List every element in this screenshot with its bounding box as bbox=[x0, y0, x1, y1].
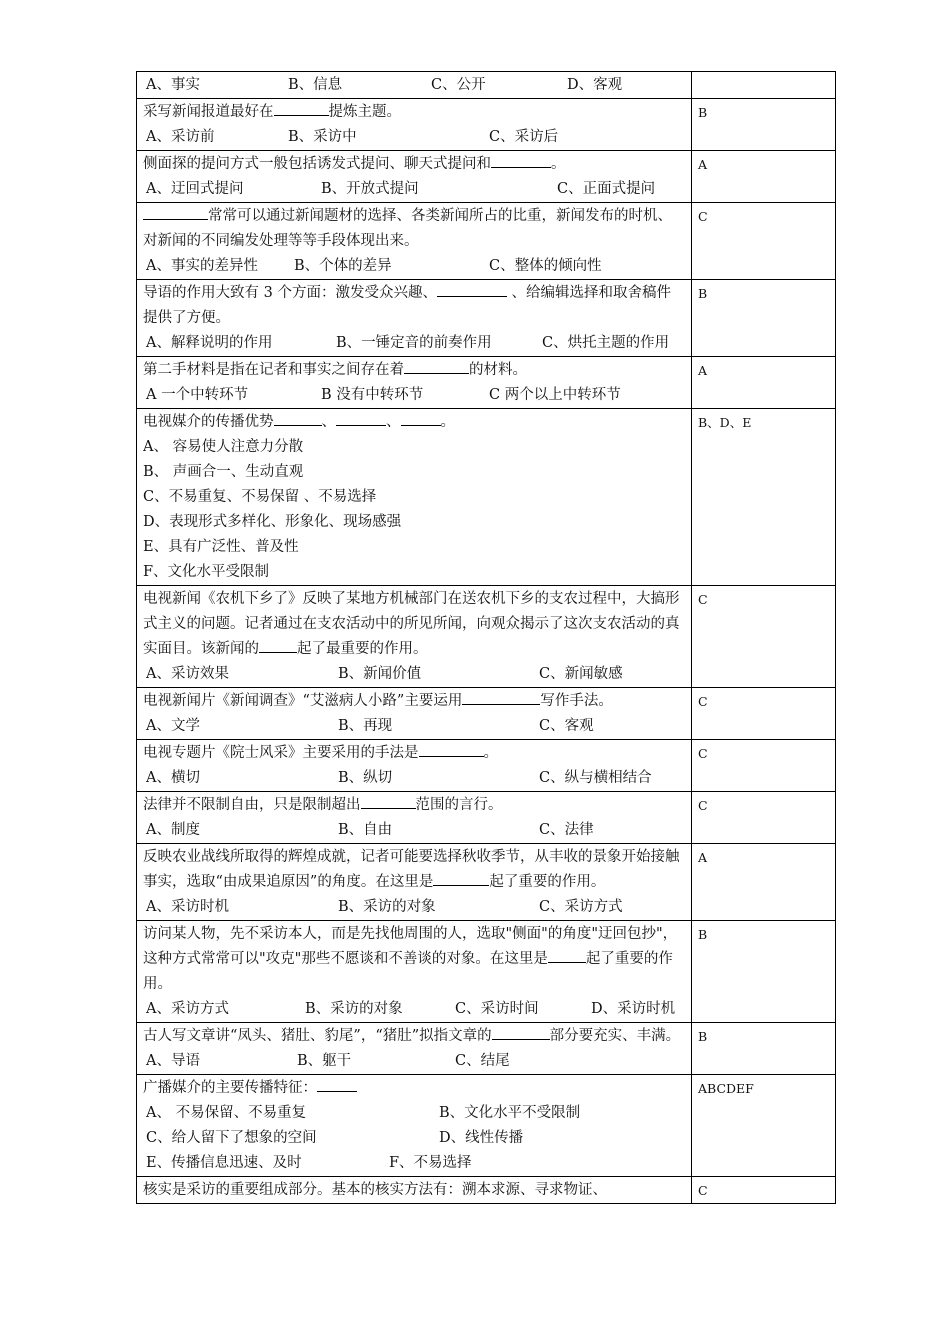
option-0: A 一个中转环节 bbox=[146, 387, 249, 403]
option-0: C、给人留下了想象的空间 bbox=[146, 1130, 317, 1146]
choice-item: E、具有广泛性、普及性 bbox=[143, 539, 299, 555]
question-text: 电视媒介的传播优势 、 、 。 bbox=[143, 410, 685, 435]
question-cell bbox=[137, 792, 692, 844]
question-cell bbox=[137, 844, 692, 921]
option-0: A、 不易保留、不易重复 bbox=[146, 1105, 307, 1121]
question-row bbox=[137, 586, 836, 688]
answer-blank bbox=[143, 205, 208, 220]
question-row bbox=[137, 740, 836, 792]
answer-cell: A bbox=[692, 151, 836, 203]
option-0: E、传播信息迅速、及时 bbox=[146, 1155, 302, 1171]
options-line bbox=[143, 1101, 685, 1126]
answer-blank bbox=[274, 101, 329, 116]
options-line bbox=[143, 383, 685, 408]
option-0: A、横切 bbox=[146, 770, 200, 786]
option-1: F、不易选择 bbox=[389, 1155, 472, 1171]
answer-blank bbox=[401, 411, 441, 426]
option-0: A、事实的差异性 bbox=[146, 258, 258, 274]
options-line bbox=[143, 331, 685, 356]
answer-cell: C bbox=[692, 586, 836, 688]
option-2: C、法律 bbox=[539, 822, 594, 838]
question-cell bbox=[137, 1075, 692, 1177]
question-cell bbox=[137, 151, 692, 203]
options-line bbox=[143, 895, 685, 920]
answer-blank bbox=[437, 282, 507, 297]
question-cell bbox=[137, 1177, 692, 1204]
option-2: C、新闻敏感 bbox=[539, 666, 623, 682]
option-1: B、文化水平不受限制 bbox=[439, 1105, 581, 1121]
question-row bbox=[137, 409, 836, 586]
option-1: B、采访的对象 bbox=[305, 1001, 403, 1017]
option-0: A、采访前 bbox=[146, 129, 215, 145]
question-text: 核实是采访的重要组成部分。基本的核实方法有：溯本求源、寻求物证、 bbox=[143, 1182, 607, 1198]
option-0: A、文学 bbox=[146, 718, 200, 734]
question-cell bbox=[137, 409, 692, 586]
answer-blank bbox=[491, 153, 551, 168]
question-row bbox=[137, 280, 836, 357]
answer-blank bbox=[336, 411, 386, 426]
options-line bbox=[143, 1151, 685, 1176]
options-line bbox=[143, 662, 685, 687]
option-0: A、制度 bbox=[146, 822, 200, 838]
options-line bbox=[143, 254, 685, 279]
question-row bbox=[137, 203, 836, 280]
question-text: 古人写文章讲“凤头、猪肚、豹尾”，“猪肚”拟指文章的 部分要充实、丰满。 bbox=[143, 1024, 685, 1049]
answer-blank bbox=[259, 638, 297, 653]
question-text: 电视新闻《农机下乡了》反映了某地方机械部门在送农机下乡的支农过程中，大搞形式主义的问题。记者通过在支农活动中的所见所闻，向观众揭示了这次支农活动的真实面目。该新闻的 起了最重要的作用。 bbox=[143, 591, 680, 657]
question-text: 采写新闻报道最好在 提炼主题。 bbox=[143, 100, 685, 125]
question-row bbox=[137, 921, 836, 1023]
choice-item: B、 声画合一、生动直观 bbox=[143, 464, 304, 480]
choice-item: F、文化水平受限制 bbox=[143, 564, 270, 580]
option-1: B、信息 bbox=[288, 77, 343, 93]
option-2: C、客观 bbox=[539, 718, 594, 734]
options-line bbox=[143, 1049, 685, 1074]
options-line bbox=[143, 73, 685, 98]
question-cell bbox=[137, 586, 692, 688]
question-cell bbox=[137, 1023, 692, 1075]
option-0: A、解释说明的作用 bbox=[146, 335, 273, 351]
answer-cell: C bbox=[692, 688, 836, 740]
question-cell bbox=[137, 72, 692, 99]
option-0: A、导语 bbox=[146, 1053, 200, 1069]
question-row bbox=[137, 357, 836, 409]
question-row bbox=[137, 844, 836, 921]
option-1: B、采访中 bbox=[288, 129, 357, 145]
option-2: C、纵与横相结合 bbox=[539, 770, 652, 786]
answer-blank bbox=[274, 411, 322, 426]
question-row bbox=[137, 72, 836, 99]
options-line bbox=[143, 766, 685, 791]
options-line bbox=[143, 997, 685, 1022]
question-text: 广播媒介的主要传播特征： bbox=[143, 1076, 685, 1101]
answer-cell: B、D、E bbox=[692, 409, 836, 586]
answer-blank bbox=[419, 742, 484, 757]
answer-blank bbox=[317, 1077, 357, 1092]
options-line bbox=[143, 1126, 685, 1151]
answer-cell: C bbox=[692, 740, 836, 792]
answer-cell: B bbox=[692, 280, 836, 357]
question-text: 侧面探的提问方式一般包括诱发式提问、聊天式提问和 。 bbox=[143, 152, 685, 177]
option-0: A、采访效果 bbox=[146, 666, 229, 682]
option-0: A、迂回式提问 bbox=[146, 181, 244, 197]
question-text: 常常可以通过新闻题材的选择、各类新闻所占的比重，新闻发布的时机、对新闻的不同编发处理等等手段体现出来。 bbox=[143, 204, 685, 254]
option-0: A、采访方式 bbox=[146, 1001, 229, 1017]
answer-blank bbox=[548, 948, 586, 963]
option-3: D、客观 bbox=[567, 77, 623, 93]
options-line bbox=[143, 125, 685, 150]
question-text: 第二手材料是指在记者和事实之间存在着 的材料。 bbox=[143, 358, 685, 383]
question-row bbox=[137, 1023, 836, 1075]
question-cell bbox=[137, 921, 692, 1023]
question-cell bbox=[137, 280, 692, 357]
option-2: C、正面式提问 bbox=[557, 181, 656, 197]
options-line bbox=[143, 818, 685, 843]
question-cell bbox=[137, 688, 692, 740]
answer-cell: C bbox=[692, 792, 836, 844]
question-row bbox=[137, 151, 836, 203]
question-cell bbox=[137, 203, 692, 280]
option-1: B、自由 bbox=[338, 822, 393, 838]
answer-cell: B bbox=[692, 1023, 836, 1075]
option-1: B、采访的对象 bbox=[338, 899, 436, 915]
answer-cell: C bbox=[692, 203, 836, 280]
option-2: C、采访后 bbox=[489, 129, 559, 145]
option-1: B 没有中转环节 bbox=[321, 387, 424, 403]
answer-blank bbox=[462, 690, 540, 705]
option-0: A、采访时机 bbox=[146, 899, 229, 915]
question-text: 导语的作用大致有 3 个方面：激发受众兴趣、 、给编辑选择和取舍稿件提供了方便。 bbox=[143, 281, 685, 331]
answer-cell: B bbox=[692, 99, 836, 151]
option-1: B、新闻价值 bbox=[338, 666, 422, 682]
choice-item: D、表现形式多样化、形象化、现场感强 bbox=[143, 514, 402, 530]
option-1: B、一锤定音的前奏作用 bbox=[336, 335, 492, 351]
question-cell bbox=[137, 740, 692, 792]
answer-cell: B bbox=[692, 921, 836, 1023]
question-row bbox=[137, 688, 836, 740]
option-1: B、纵切 bbox=[338, 770, 393, 786]
option-3: D、采访时机 bbox=[591, 1001, 676, 1017]
option-2: C、结尾 bbox=[455, 1053, 510, 1069]
answer-blank bbox=[361, 794, 416, 809]
answer-cell: ABCDEF bbox=[692, 1075, 836, 1177]
option-2: C、采访方式 bbox=[539, 899, 623, 915]
options-line bbox=[143, 714, 685, 739]
question-row bbox=[137, 99, 836, 151]
option-1: D、线性传播 bbox=[439, 1130, 524, 1146]
question-text: 法律并不限制自由，只是限制超出 范围的言行。 bbox=[143, 793, 685, 818]
option-2: C、公开 bbox=[431, 77, 486, 93]
option-1: B、开放式提问 bbox=[321, 181, 419, 197]
option-2: C、采访时间 bbox=[455, 1001, 539, 1017]
question-row bbox=[137, 1177, 836, 1204]
question-text: 电视专题片《院士风采》主要采用的手法是 。 bbox=[143, 741, 685, 766]
answer-blank bbox=[404, 359, 469, 374]
question-cell bbox=[137, 99, 692, 151]
option-2: C 两个以上中转环节 bbox=[489, 387, 621, 403]
option-1: B、再现 bbox=[338, 718, 393, 734]
quiz-table bbox=[136, 71, 836, 1204]
answer-cell bbox=[692, 72, 836, 99]
choice-item: A、 容易使人注意力分散 bbox=[143, 439, 304, 455]
answer-cell: C bbox=[692, 1177, 836, 1204]
option-0: A、事实 bbox=[146, 77, 200, 93]
choice-item: C、不易重复、不易保留 、不易选择 bbox=[143, 489, 377, 505]
question-row bbox=[137, 792, 836, 844]
answer-cell: A bbox=[692, 357, 836, 409]
question-text: 反映农业战线所取得的辉煌成就，记者可能要选择秋收季节，从丰收的景象开始接触事实，选取“由成果追原因”的角度。在这里是 起了重要的作用。 bbox=[143, 849, 680, 890]
option-1: B、躯干 bbox=[297, 1053, 352, 1069]
question-row bbox=[137, 1075, 836, 1177]
answer-cell: A bbox=[692, 844, 836, 921]
question-text: 访问某人物，先不采访本人，而是先找他周围的人，选取"侧面"的角度"迂回包抄"，这种方式常常可以"攻克"那些不愿谈和不善谈的对象。在这里是 起了重要的作用。 bbox=[143, 926, 678, 992]
question-cell bbox=[137, 357, 692, 409]
option-2: C、烘托主题的作用 bbox=[542, 335, 670, 351]
answer-blank bbox=[492, 1025, 550, 1040]
option-2: C、整体的倾向性 bbox=[489, 258, 602, 274]
options-line bbox=[143, 177, 685, 202]
answer-blank bbox=[433, 871, 489, 886]
question-text: 电视新闻片《新闻调查》“艾滋病人小路”主要运用 写作手法。 bbox=[143, 689, 685, 714]
option-1: B、个体的差异 bbox=[294, 258, 392, 274]
